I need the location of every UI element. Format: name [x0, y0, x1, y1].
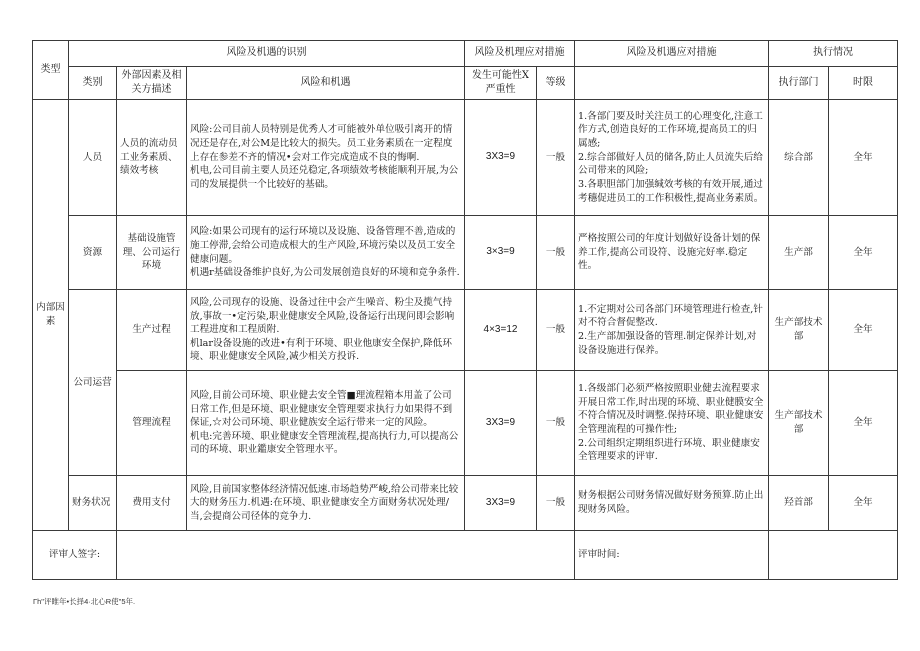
row-dept: 生产部	[769, 216, 829, 290]
row-deadline: 全年	[829, 290, 898, 371]
text-line: 风险:公司目前人员特别是优秀人才可能被外单位吸引离开的情况还是存在,对公M是比较大的损失。员工业务素质在一定程度上存在参差不齐的情况•会对工作完成造成不良的悔啊.	[190, 124, 453, 163]
row-level: 一般	[537, 371, 575, 476]
group-company-ops: 公司运营	[69, 290, 117, 476]
header-category: 类别	[69, 67, 117, 100]
text-line: 严格按照公司的年度计划做好设备计划的保养工作,提高公司设符、设施完好率.稳定性。	[578, 233, 761, 272]
measures-text	[578, 303, 765, 357]
review-time-label: 评审时间:	[575, 531, 769, 580]
review-time-field[interactable]	[769, 531, 898, 580]
text-line: 1.不定期对公司各部门环境管理进行检查,针对不符合督促整改.	[578, 303, 763, 329]
header-measures: 风险及机遇应对措施	[575, 41, 769, 67]
header-level: 等级	[537, 67, 575, 100]
row-level: 一般	[537, 100, 575, 216]
row-measures	[575, 290, 769, 371]
row-dept: 综合部	[769, 100, 829, 216]
text-line: 机遇r基础设备维护良好,为公司发展创造良好的环境和竞争条件.	[190, 267, 460, 279]
text-line: 机电:完善环境、职业健康安全管理流程,提高执行力,可以提高公司的环境、职业鑑康安全管理水平。	[190, 430, 459, 456]
header-type: 类型	[33, 41, 69, 100]
row-score: 3X3=9	[465, 476, 537, 531]
header-risk-opportunity: 风险和机遇	[187, 67, 465, 100]
row-level: 一般	[537, 290, 575, 371]
text-line: 财务根据公司财务情况做好财务预算.防止出现财务风险。	[578, 490, 764, 515]
header-external-factors: 外部因素及相关方描述	[117, 67, 187, 100]
header-response-group: 风险及机理应对措施	[465, 41, 575, 67]
text-line: 风险,目前国家整体经济情况低速.市场趋势严峻,给公司带来比较大的财务压力.机遇:在环境、职业健康安全方面财务状况处理/当,会提商公司径体的竞争力.	[190, 483, 459, 522]
row-deadline: 全年	[829, 476, 898, 531]
row-category: 财务状况	[69, 476, 117, 531]
measures-text	[578, 232, 765, 273]
row-deadline: 全年	[829, 371, 898, 476]
row-category: 资源	[69, 216, 117, 290]
row-deadline: 全年	[829, 100, 898, 216]
header-prob-severity: 发生可能性X严重性	[465, 67, 537, 100]
row-risk	[187, 476, 465, 531]
row-factor: 费用支付	[117, 476, 187, 531]
text-line: 3.各职胆部门加强缄效考核的有效开展,通过考穗促进员工的工作积极性,提高业务素质。	[578, 178, 764, 204]
row-dept: 羟首部	[769, 476, 829, 531]
risk-opportunity-table	[32, 40, 898, 580]
row-factor: 管理流程	[117, 371, 187, 476]
text-line: 风险:如果公司现有的运行环境以及设施、设备管理不善,造成的施工停滞,会给公司造成根大的生产风险,环境污染以及员工安全健康问题。	[190, 226, 456, 265]
header-execution: 执行情况	[769, 41, 898, 67]
risk-text	[190, 296, 461, 364]
row-risk	[187, 290, 465, 371]
row-measures	[575, 216, 769, 290]
row-score: 4×3=12	[465, 290, 537, 371]
risk-text	[190, 123, 461, 191]
row-dept: 生产部技术部	[769, 290, 829, 371]
row-category: 人员	[69, 100, 117, 216]
text-line: 2.综合部做好人员的储各,防止人员流失后给公司带来的风险;	[578, 151, 763, 177]
header-identification: 风险及机遇的识别	[69, 41, 465, 67]
row-measures	[575, 476, 769, 531]
header-measures-empty	[575, 67, 769, 100]
text-line: 1.各部门要及时关注员工的心理变化,注意工作方式,创造良好的工作环境,提高员工的归属感;	[578, 110, 763, 150]
row-measures	[575, 100, 769, 216]
row-factor: 人员的流动员工业务素质、绩效考核	[117, 100, 187, 216]
row-factor: 生产过程	[117, 290, 187, 371]
row-score: 3×3=9	[465, 216, 537, 290]
reviewer-signature-field[interactable]	[117, 531, 575, 580]
text-line: 2.公司组织定期组织进行环境、职业健康安全管理要求的评审.	[578, 437, 760, 463]
row-score: 3X3=9	[465, 371, 537, 476]
footer-note: Γh"评睢年•长择4·北心R使"5年.	[33, 597, 136, 606]
row-risk	[187, 100, 465, 216]
header-deadline: 时限	[829, 67, 898, 100]
header-exec-dept: 执行部门	[769, 67, 829, 100]
risk-text	[190, 483, 461, 524]
row-dept: 生产部技术部	[769, 371, 829, 476]
row-deadline: 全年	[829, 216, 898, 290]
row-risk	[187, 216, 465, 290]
reviewer-signature-label: 评审人签字:	[33, 531, 117, 580]
measures-text	[578, 489, 765, 516]
text-line: 机电,公司目前主要人员还兑稳定,各项绩效考核能顺利开展,为公司的发展提供一个比较好的基础。	[190, 165, 459, 190]
text-line: 风险,目前公司环境、职业健去安全管■理流程箱本用盖了公司日常工作,但是环境、职业健康安全管理要求执行力如果得不到保证,☆对公司环境、职业健族安全运行带来一定的风险。	[190, 389, 453, 429]
row-score: 3X3=9	[465, 100, 537, 216]
row-measures	[575, 371, 769, 476]
text-line: 2.生产部加强设备的管理.制定保养计划,对设备设施进行保养。	[578, 331, 757, 356]
measures-text	[578, 110, 765, 205]
row-factor: 基础设施管理、公司运行环境	[117, 216, 187, 290]
row-risk	[187, 371, 465, 476]
risk-text	[190, 225, 461, 279]
group-internal: 内部因素	[33, 100, 69, 531]
row-level: 一般	[537, 216, 575, 290]
measures-text	[578, 382, 765, 464]
text-line: 风险,公司现存的设施、设备过往中会产生噪音、粉尘及揽气持放,事故一•定污染,职业健康安全风险,设备运行出现问即会影响工程进度和工程质附.	[190, 296, 455, 336]
text-line: 1.各级部门必须严格按照职业健去流程要求开展日常工作,时出现的环境、职业健膜安全不符合情况及时调整.保持环境、职业健康安全管理流程的可操作性;	[578, 383, 764, 435]
text-line: 机lar设备设施的改进•有利于环境、职业他康安全保护,降低环境、职业健康安全风险,减少相关方投诉.	[190, 337, 452, 363]
risk-text	[190, 389, 461, 457]
row-level: 一般	[537, 476, 575, 531]
